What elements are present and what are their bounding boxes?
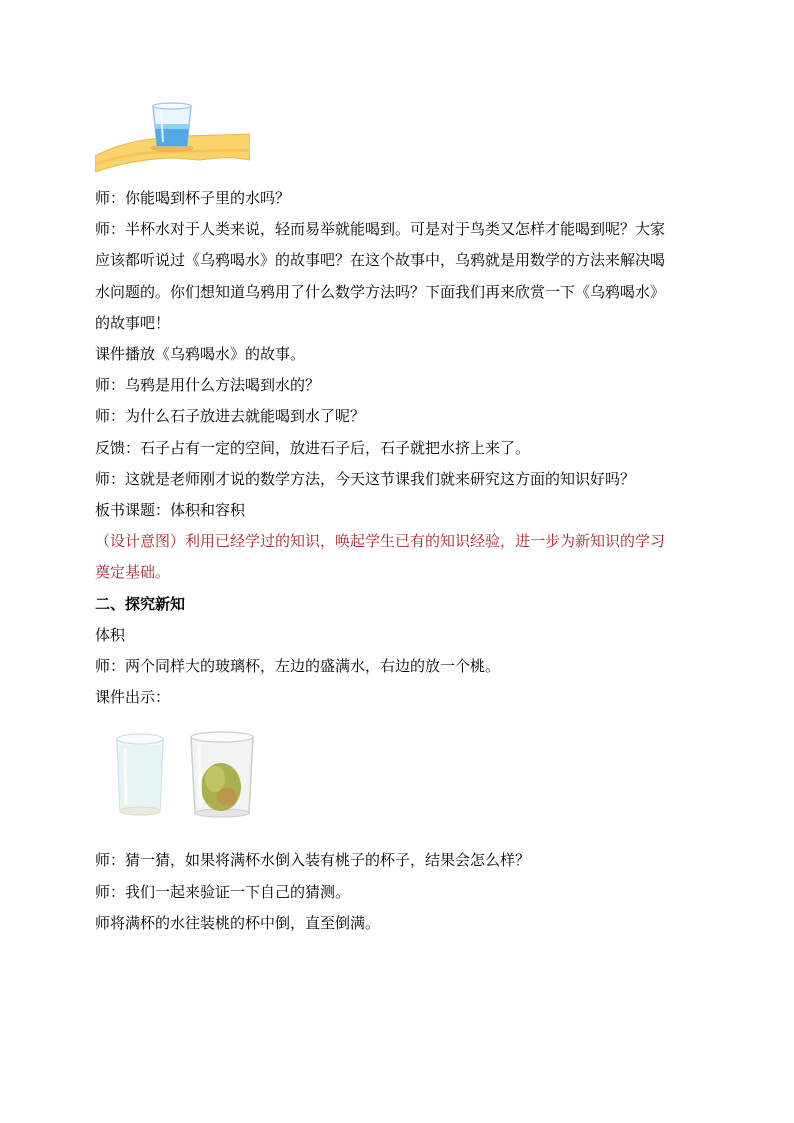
paragraph: 师：半杯水对于人类来说，轻而易举就能喝到。可是对于鸟类又怎样才能喝到呢？大家 [95, 220, 666, 239]
peach-glass-icon [191, 732, 253, 817]
section-heading: 二、探究新知 [95, 594, 186, 613]
paragraph: 师：你能喝到杯子里的水吗？ [95, 189, 291, 207]
paragraph: 师：两个同样大的玻璃杯，左边的盛满水，右边的放一个桃。 [95, 657, 501, 676]
paragraph: 师：为什么石子放进去就能喝到水了呢？ [95, 407, 366, 426]
design-note: （设计意图）利用已经学过的知识，唤起学生已有的知识经验，进一步为新知识的学习 [95, 532, 666, 551]
paragraph: 水问题的。你们想知道乌鸦用了什么数学方法吗？下面我们再来欣赏一下《乌鸦喝水》 [95, 282, 666, 301]
paragraph: 应该都听说过《乌鸦喝水》的故事吧？在这个故事中，乌鸦就是用数学的方法来解决喝 [95, 251, 666, 270]
design-note: 奠定基础。 [95, 563, 171, 582]
paragraph: 的故事吧！ [95, 313, 171, 332]
water-glass-icon [117, 734, 163, 815]
paragraph: 课件播放《乌鸦喝水》的故事。 [95, 345, 306, 364]
paragraph: 师：乌鸦是用什么方法喝到水的？ [95, 376, 321, 395]
two-glasses-illustration [113, 725, 283, 825]
paragraph: 反馈：石子占有一定的空间，放进石子后，石子就把水挤上来了。 [95, 438, 531, 457]
subheading: 体积 [95, 625, 126, 644]
paragraph: 课件出示： [95, 688, 171, 707]
paragraph: 师将满杯的水往装桃的杯中倒，直至倒满。 [95, 913, 381, 932]
glass-on-table-illustration [95, 98, 250, 172]
paragraph: 师：这就是老师刚才说的数学方法，今天这节课我们就来研究这方面的知识好吗？ [95, 469, 636, 488]
spacer [95, 835, 715, 845]
document-body [95, 183, 715, 939]
paragraph: 师：猜一猜，如果将满杯水倒入装有桃子的杯子，结果会怎么样？ [95, 851, 531, 870]
lesson-title-line: 板书课题：体积和容积 [95, 501, 246, 520]
paragraph: 师：我们一起来验证一下自己的猜测。 [95, 882, 351, 901]
